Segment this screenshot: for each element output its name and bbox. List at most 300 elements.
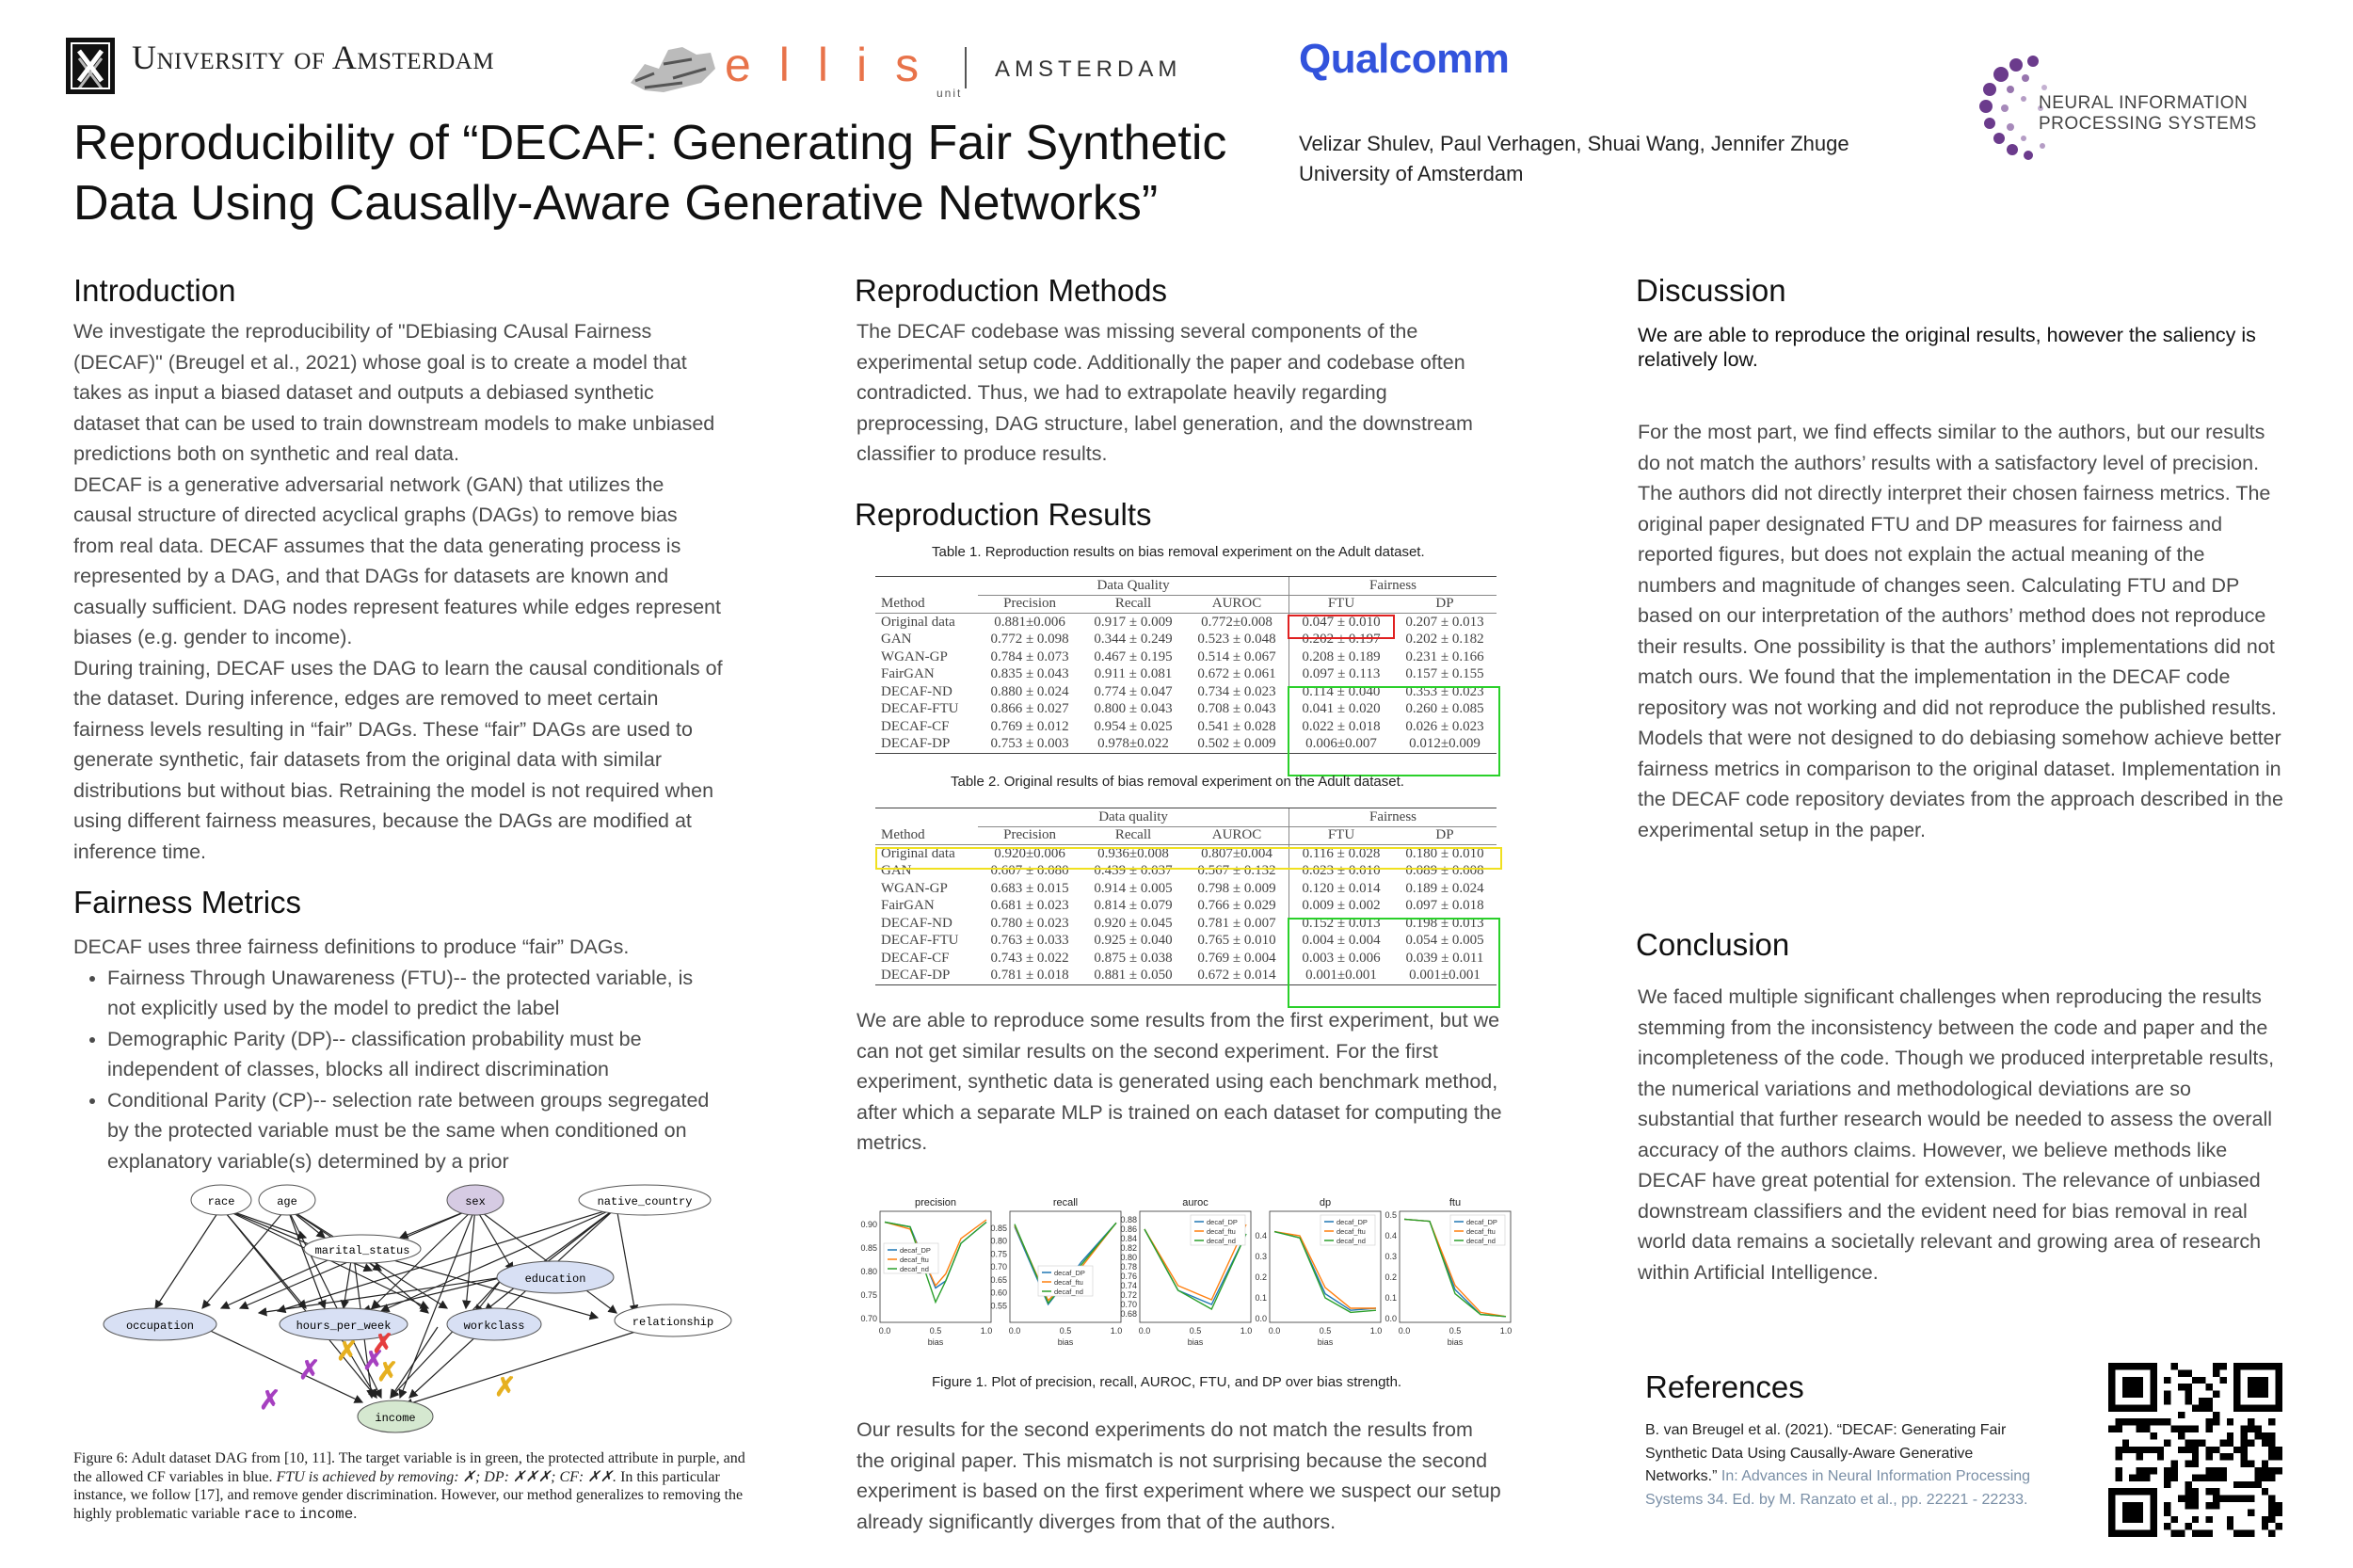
- fairness-list: [73, 963, 723, 1177]
- qr-module: [2219, 1467, 2226, 1474]
- qr-module: [2192, 1461, 2199, 1467]
- plot-title-ftu: ftu: [1449, 1197, 1462, 1208]
- table1-cell: 0.353 ± 0.023: [1405, 683, 1484, 699]
- plot-ytick: 0.84: [1120, 1234, 1137, 1243]
- table1-cell: 0.954 ± 0.025: [1094, 718, 1173, 734]
- qr-module: [2192, 1496, 2199, 1502]
- conclusion-body: We faced multiple significant challenges when reproducing the results stemming from the inconsistency between the code and paper and the incompleteness of the code. Though we produced interpretable results, the numerical variations and methodological deviations are so substantial that further research would be needed to assess the overall accuracy of the authors claims. However, we believe methods like DECAF have great potential for extension. The relevance of unbiased downstream classifiers and the evident need for bias removal in real world data remains a societally relevant and growing area of research within Artificial Intelligence.: [1638, 985, 2275, 1284]
- dag-label-income: income: [375, 1412, 416, 1425]
- qr-module: [2268, 1453, 2275, 1460]
- plot-ytick: 0.82: [1120, 1243, 1137, 1253]
- dag-caption-code-race: race: [243, 1505, 280, 1523]
- table1-cell: DECAF-ND: [881, 683, 952, 699]
- table2-cell: 0.769 ± 0.004: [1197, 950, 1276, 966]
- plot-legend-label: decaf_nd: [1207, 1237, 1236, 1245]
- plot-xtick: 1.0: [1240, 1326, 1253, 1336]
- qr-module: [2268, 1439, 2275, 1446]
- qr-module: [2164, 1391, 2170, 1398]
- dag-label-sex: sex: [465, 1195, 486, 1208]
- qr-module: [2206, 1418, 2213, 1425]
- plot-ytick: 0.2: [1385, 1272, 1397, 1282]
- table2-cell: 0.765 ± 0.010: [1197, 933, 1276, 949]
- qr-module: [2137, 1426, 2143, 1432]
- qr-module: [2241, 1426, 2248, 1432]
- table1-cell: 0.881±0.006: [994, 614, 1065, 630]
- title-line-2: Data Using Causally-Aware Generative Networks”: [73, 176, 1159, 231]
- qr-module: [2171, 1461, 2178, 1467]
- table1-header-auroc: AUROC: [1211, 596, 1262, 612]
- plot-ytick: 0.74: [1120, 1281, 1137, 1290]
- table1-cell: 0.866 ± 0.027: [990, 701, 1069, 717]
- table2-cell: 0.672 ± 0.014: [1197, 968, 1276, 984]
- qr-module: [2185, 1496, 2191, 1502]
- table1-cell: 0.502 ± 0.009: [1197, 736, 1276, 752]
- plot-legend-label: decaf_ftu: [900, 1256, 929, 1264]
- affiliation: University of Amsterdam: [1299, 162, 1524, 185]
- qr-module: [2248, 1461, 2254, 1467]
- table1-group-fairness: Fairness: [1289, 577, 1497, 595]
- table2-highlight-green: [1288, 918, 1500, 1008]
- qr-module: [2192, 1377, 2199, 1384]
- qr-module: [2248, 1509, 2254, 1515]
- table1-cell: 0.978±0.022: [1097, 736, 1169, 752]
- qr-module: [2241, 1432, 2248, 1439]
- plot-ytick: 0.68: [1120, 1309, 1137, 1319]
- qr-module: [2248, 1530, 2254, 1537]
- table2-cell: 0.920±0.006: [994, 845, 1065, 861]
- table1-cell: DECAF-FTU: [881, 701, 959, 717]
- plot-title-auroc: auroc: [1182, 1197, 1209, 1208]
- qr-module: [2199, 1398, 2205, 1404]
- table2-cell: DECAF-ND: [881, 915, 952, 931]
- table1-header-precision: Precision: [1003, 596, 1056, 612]
- table1-cell: 0.344 ± 0.249: [1094, 632, 1173, 648]
- table1-cell: 0.047 ± 0.010: [1289, 614, 1394, 632]
- reference-main: B. van Breugel et al. (2021). “DECAF: Generating Fair Synthetic Data Using Causally-Aware Generative Networks.”: [1645, 1422, 2007, 1484]
- qr-module: [2143, 1467, 2150, 1474]
- dag-caption: [73, 1449, 760, 1524]
- ellis-map-icon: [626, 36, 720, 102]
- table2-cell: 0.023 ± 0.010: [1289, 863, 1394, 881]
- table1-cell: 0.708 ± 0.043: [1197, 701, 1276, 717]
- plot-xlabel-recall: bias: [1057, 1337, 1074, 1347]
- qr-module: [2206, 1426, 2213, 1432]
- conclusion-heading: Conclusion: [1636, 927, 1790, 962]
- qr-module: [2233, 1496, 2240, 1502]
- qr-module: [2276, 1509, 2282, 1515]
- qr-module: [2227, 1496, 2233, 1502]
- removal-mark-yellow-3: ✗: [494, 1372, 517, 1401]
- qr-module: [2178, 1530, 2185, 1537]
- discussion-lead: We are able to reproduce the original results, however the saliency is relatively low.: [1638, 324, 2256, 371]
- plot-title-recall: recall: [1052, 1197, 1079, 1208]
- qr-module: [2192, 1474, 2199, 1480]
- qr-module: [2164, 1418, 2170, 1425]
- qr-module: [2241, 1447, 2248, 1453]
- qr-module: [2219, 1496, 2226, 1502]
- qr-module: [2206, 1384, 2213, 1390]
- qr-module: [2199, 1404, 2205, 1411]
- dag-caption-label: Figure 6:: [73, 1450, 129, 1466]
- plot-ytick: 0.3: [1385, 1252, 1397, 1261]
- plot-ytick: 0.80: [990, 1236, 1007, 1246]
- intro-paragraph-3: During training, DECAF uses the DAG to learn the causal conditionals of the dataset. During inference, edges are removed to meet certain fairness levels resulting in “fair” DAGs. These “fair” DAGs are used to generate synthetic, fair datasets from the original data with similar distributions but without bias. Retraining the model is not required when using different fairness measures, because the DAGs are modified at inference time.: [73, 656, 723, 863]
- plot-legend-label: decaf_nd: [1054, 1288, 1083, 1296]
- table2-cell: Original data: [881, 845, 955, 861]
- plot-xlabel-auroc: bias: [1187, 1337, 1204, 1347]
- methods-body: The DECAF codebase was missing several components of the experimental setup code. Additionally the paper and codebase often contradicted. Thus, we had to extrapolate heavily regarding preprocessing, DAG structure, label generation, and the downstream classifier to produce results.: [856, 320, 1473, 465]
- qr-finder-core: [2248, 1377, 2268, 1398]
- table2-cell: 0.001±0.001: [1289, 968, 1394, 985]
- plot-legend-label: decaf_DP: [1207, 1218, 1238, 1226]
- qr-module: [2178, 1447, 2185, 1453]
- qr-module: [2248, 1439, 2254, 1446]
- qr-module: [2213, 1447, 2219, 1453]
- qr-module: [2185, 1391, 2191, 1398]
- qr-module: [2129, 1447, 2136, 1453]
- plot-ytick: 0.1: [1385, 1293, 1397, 1303]
- qr-module: [2233, 1530, 2240, 1537]
- ellis-city: AMSTERDAM: [995, 56, 1182, 82]
- table1-highlight-green: [1288, 686, 1500, 776]
- introduction-heading: Introduction: [73, 273, 236, 308]
- table1-header-ftu: FTU: [1289, 595, 1394, 614]
- qr-module: [2213, 1369, 2219, 1376]
- qr-module: [2248, 1496, 2254, 1502]
- plot-xlabel-dp: bias: [1317, 1337, 1334, 1347]
- intro-paragraph-2: DECAF is a generative adversarial network (GAN) that utilizes the causal structure of directed acyclical graphs (DAGs) to remove bias from real data. DECAF assumes that the data generating process is represented by a DAG, and that DAGs for datasets are known and casually sufficient. DAG nodes represent features while edges represent biases (e.g. gender to income).: [73, 472, 721, 648]
- poster-title: [73, 113, 1226, 233]
- table2-cell: 0.089 ± 0.008: [1405, 863, 1484, 879]
- plot-ytick: 0.3: [1255, 1252, 1267, 1261]
- table2-caption: Table 2. Original results of bias removal experiment on the Adult dataset.: [951, 774, 1404, 790]
- table1-cell: DECAF-DP: [881, 736, 951, 752]
- qr-module: [2199, 1474, 2205, 1480]
- plot-legend-label: decaf_nd: [1337, 1237, 1366, 1245]
- qr-module: [2115, 1467, 2121, 1474]
- plot-ytick: 0.90: [860, 1220, 877, 1229]
- qr-module: [2192, 1530, 2199, 1537]
- qr-module: [2137, 1453, 2143, 1460]
- qr-module: [2178, 1496, 2185, 1502]
- table2-cell: DECAF-FTU: [881, 933, 959, 949]
- qr-module: [2213, 1418, 2219, 1425]
- qr-module: [2171, 1426, 2178, 1432]
- qr-module: [2213, 1496, 2219, 1502]
- table2-cell: 0.004 ± 0.004: [1289, 933, 1394, 951]
- plot-ytick: 0.86: [1120, 1224, 1137, 1234]
- title-line-1: Reproducibility of “DECAF: Generating Fair Synthetic: [73, 116, 1227, 170]
- removal-mark-purple-2: ✗: [298, 1355, 321, 1384]
- qr-module: [2206, 1502, 2213, 1509]
- qr-module: [2185, 1481, 2191, 1488]
- reference-source: In: Advances in Neural Information Processing Systems 34. Ed. by M. Ranzato et al., pp. 22221 - 22233.: [1645, 1468, 2031, 1508]
- table2-cell: 0.936±0.008: [1097, 845, 1169, 861]
- table1-cell: 0.041 ± 0.020: [1289, 701, 1394, 719]
- table1-cell: WGAN-GP: [881, 648, 948, 664]
- qr-module: [2137, 1467, 2143, 1474]
- table1-cell: FairGAN: [881, 666, 935, 682]
- table1-cell: 0.541 ± 0.028: [1197, 718, 1276, 734]
- table2-header-auroc: AUROC: [1211, 827, 1262, 843]
- qr-module: [2164, 1481, 2170, 1488]
- qr-module: [2254, 1432, 2261, 1439]
- table1-cell: 0.026 ± 0.023: [1405, 718, 1484, 734]
- qr-module: [2143, 1447, 2150, 1453]
- dag-caption-to: to: [283, 1505, 296, 1522]
- uva-logo: [66, 38, 115, 94]
- qr-module: [2227, 1418, 2233, 1425]
- qr-module: [2122, 1439, 2129, 1446]
- table2-cell: WGAN-GP: [881, 880, 948, 896]
- plot-ytick: 0.76: [1120, 1272, 1137, 1281]
- table1-cell: 0.835 ± 0.043: [990, 666, 1069, 682]
- uva-name: University of Amsterdam: [132, 39, 495, 76]
- table2-cell: 0.925 ± 0.040: [1094, 933, 1173, 949]
- qr-module: [2206, 1530, 2213, 1537]
- plot-title-dp: dp: [1319, 1197, 1332, 1208]
- qr-module: [2248, 1418, 2254, 1425]
- dag-label-relationship: relationship: [632, 1316, 714, 1329]
- table2-cell: 0.152 ± 0.013: [1289, 915, 1394, 933]
- qr-module: [2262, 1523, 2268, 1529]
- qr-module: [2199, 1439, 2205, 1446]
- dag-caption-end: .: [353, 1505, 358, 1522]
- ellis-word: ellis: [725, 39, 948, 91]
- table1-cell: 0.774 ± 0.047: [1094, 683, 1173, 699]
- table1-cell: 0.260 ± 0.085: [1405, 701, 1484, 717]
- plot-ytick: 0.70: [860, 1314, 877, 1323]
- dag-label-native-country: native_country: [597, 1195, 693, 1208]
- qr-module: [2206, 1447, 2213, 1453]
- table2-cell: 0.189 ± 0.024: [1405, 880, 1484, 896]
- qr-module: [2157, 1453, 2164, 1460]
- table1-cell: 0.514 ± 0.067: [1197, 648, 1276, 664]
- qr-finder-core: [2122, 1502, 2143, 1523]
- plot-ytick: 0.55: [990, 1301, 1007, 1311]
- qr-module: [2268, 1432, 2275, 1439]
- table1-cell: 0.097 ± 0.113: [1289, 666, 1394, 684]
- qr-module: [2143, 1474, 2150, 1480]
- plot-legend-label: decaf_DP: [1337, 1218, 1368, 1226]
- qr-module: [2268, 1509, 2275, 1515]
- qr-module: [2115, 1418, 2121, 1425]
- qr-module: [2178, 1384, 2185, 1390]
- qr-module: [2171, 1530, 2178, 1537]
- dag-label-workclass: workclass: [463, 1320, 525, 1333]
- qr-module: [2143, 1418, 2150, 1425]
- removal-mark-purple-1: ✗: [259, 1385, 281, 1415]
- plot-xtick: 0.5: [1319, 1326, 1332, 1336]
- qr-module: [2129, 1418, 2136, 1425]
- dag-caption-italic: FTU is achieved by removing: ✗; DP: ✗✗✗; CF: ✗✗.: [276, 1468, 617, 1485]
- neurips-logo: [1977, 52, 2287, 174]
- qr-module: [2185, 1426, 2191, 1432]
- dag-label-hours-per-week: hours_per_week: [296, 1320, 392, 1333]
- plot-ytick: 0.60: [990, 1288, 1007, 1298]
- qr-module: [2137, 1418, 2143, 1425]
- qr-module: [2262, 1461, 2268, 1467]
- qr-module: [2115, 1447, 2121, 1453]
- table2-cell: 0.763 ± 0.033: [990, 933, 1069, 949]
- qr-module: [2262, 1516, 2268, 1523]
- qr-module: [2178, 1369, 2185, 1376]
- plot-legend-label: decaf_ftu: [1054, 1278, 1083, 1287]
- plot-legend-label: decaf_DP: [1054, 1269, 1085, 1277]
- table2-cell: 0.003 ± 0.006: [1289, 950, 1394, 968]
- qr-module: [2115, 1453, 2121, 1460]
- neurips-line1: NEURAL INFORMATION: [2039, 93, 2249, 113]
- qr-code[interactable]: [2108, 1363, 2282, 1537]
- plot-ytick: 0.65: [990, 1274, 1007, 1285]
- qr-module: [2219, 1439, 2226, 1446]
- table2: [875, 808, 1497, 985]
- plot-ytick: 0.75: [990, 1249, 1007, 1259]
- figure1-caption: Figure 1. Plot of precision, recall, AUROC, FTU, and DP over bias strength.: [932, 1374, 1402, 1390]
- qr-module: [2164, 1474, 2170, 1480]
- plot-ytick: 0.70: [990, 1262, 1007, 1272]
- table1-cell: 0.114 ± 0.040: [1289, 683, 1394, 701]
- qr-module: [2276, 1453, 2282, 1460]
- table1-cell: 0.734 ± 0.023: [1197, 683, 1276, 699]
- qr-module: [2248, 1481, 2254, 1488]
- table1-cell: 0.022 ± 0.018: [1289, 718, 1394, 736]
- qr-finder-core: [2122, 1377, 2143, 1398]
- qr-module: [2254, 1481, 2261, 1488]
- introduction-body: [73, 316, 723, 867]
- table2-cell: 0.116 ± 0.028: [1289, 845, 1394, 863]
- plot-legend-label: decaf_ftu: [1466, 1227, 1496, 1236]
- table1-caption: Table 1. Reproduction results on bias removal experiment on the Adult dataset.: [932, 544, 1425, 560]
- table2-cell: DECAF-DP: [881, 968, 951, 984]
- qr-module: [2164, 1502, 2170, 1509]
- removal-mark-yellow-1: ✗: [336, 1336, 359, 1366]
- table2-cell: 0.914 ± 0.005: [1094, 880, 1173, 896]
- uva-crest-icon: [66, 38, 115, 94]
- table1-cell: 0.772 ± 0.098: [990, 632, 1069, 648]
- table1-header-recall: Recall: [1114, 596, 1152, 612]
- qr-module: [2171, 1363, 2178, 1369]
- neurips-line2: PROCESSING SYSTEMS: [2039, 114, 2257, 134]
- table2-cell: 0.798 ± 0.009: [1197, 880, 1276, 896]
- qr-module: [2262, 1474, 2268, 1480]
- bias-plots-svg: [852, 1191, 1511, 1355]
- table2-cell: 0.807±0.004: [1201, 845, 1273, 861]
- qr-module: [2122, 1447, 2129, 1453]
- qr-module: [2213, 1488, 2219, 1495]
- table1-row: [875, 614, 1497, 632]
- bias-plots: [852, 1191, 1511, 1355]
- table1-cell: GAN: [881, 632, 912, 648]
- table1-cell: Original data: [881, 614, 955, 630]
- plot-ytick: 0.80: [860, 1267, 877, 1276]
- table1-cell: 0.672 ± 0.061: [1197, 666, 1276, 682]
- qr-module: [2206, 1488, 2213, 1495]
- table1-cell: 0.769 ± 0.012: [990, 718, 1069, 734]
- table2-cell: FairGAN: [881, 898, 935, 914]
- qr-module: [2262, 1467, 2268, 1474]
- plot-xtick: 0.5: [1059, 1326, 1072, 1336]
- plot-ytick: 0.80: [1120, 1253, 1137, 1262]
- qr-module: [2150, 1432, 2156, 1439]
- qr-module: [2227, 1453, 2233, 1460]
- table1-cell: 0.202 ± 0.182: [1405, 632, 1484, 648]
- table2-highlight-yellow: [875, 847, 1502, 870]
- qr-module: [2150, 1447, 2156, 1453]
- table1-highlight-red: [1288, 615, 1395, 639]
- qr-module: [2213, 1412, 2219, 1418]
- qr-module: [2206, 1516, 2213, 1523]
- dag-label-occupation: occupation: [125, 1320, 195, 1333]
- qr-module: [2192, 1439, 2199, 1446]
- fairness-bullet-cp: • Conditional Parity (CP)-- selection rate between groups segregated by the protected variable must be the same when conditioned on explanatory variable(s) determined by a prior: [107, 1085, 723, 1177]
- plot-ytick: 0.85: [990, 1223, 1007, 1233]
- plot-xtick: 1.0: [1369, 1326, 1383, 1336]
- table2-cell: GAN: [881, 863, 912, 879]
- fairness-body: [73, 932, 723, 1176]
- plot-xtick: 0.5: [1449, 1326, 1462, 1336]
- table1-row: [875, 632, 1497, 649]
- qr-module: [2241, 1481, 2248, 1488]
- plot-legend-label: decaf_DP: [1466, 1218, 1497, 1226]
- qr-module: [2185, 1369, 2191, 1376]
- ellis-divider: [965, 47, 967, 88]
- table1-cell: 0.772±0.008: [1201, 614, 1273, 630]
- qr-module: [2178, 1412, 2185, 1418]
- table2-cell: 0.781 ± 0.018: [990, 968, 1069, 984]
- results-text-2: Our results for the second experiments do not match the results from the original paper. This mismatch is not surprising because the second experiment is based on the first experiment where we suspect our setup already significantly diverges from that of the authors.: [856, 1418, 1501, 1533]
- plot-ytick: 0.4: [1255, 1231, 1267, 1240]
- qr-module: [2227, 1439, 2233, 1446]
- table1-cell: 0.917 ± 0.009: [1094, 614, 1173, 630]
- qr-module: [2137, 1447, 2143, 1453]
- qr-module: [2192, 1516, 2199, 1523]
- table2-row: [875, 898, 1497, 916]
- qr-module: [2122, 1418, 2129, 1425]
- table2-cell: 0.439 ± 0.037: [1094, 863, 1173, 879]
- table2-cell: 0.681 ± 0.023: [990, 898, 1069, 914]
- plot-xlabel-precision: bias: [927, 1337, 944, 1347]
- table1-cell: 0.006±0.007: [1289, 736, 1394, 754]
- plot-xtick: 0.5: [929, 1326, 942, 1336]
- qr-module: [2115, 1426, 2121, 1432]
- qr-module: [2254, 1426, 2261, 1432]
- table1-row: [875, 648, 1497, 666]
- qr-module: [2213, 1363, 2219, 1369]
- plot-legend-label: decaf_nd: [1466, 1237, 1496, 1245]
- table2-cell: 0.607 ± 0.080: [990, 863, 1069, 879]
- intro-paragraph-1: We investigate the reproducibility of "DEbiasing CAusal Fairness (DECAF)" (Breugel et al., 2021) whose goal is to create a model that takes as input a biased dataset and outputs a debiased synthetic dataset that can be used to train downstream models to make unbiased predictions both on synthetic and real data.: [73, 320, 715, 465]
- qr-module: [2254, 1467, 2261, 1474]
- qr-module: [2227, 1523, 2233, 1529]
- plot-ytick: 0.4: [1385, 1231, 1397, 1240]
- qr-module: [2164, 1509, 2170, 1515]
- qr-module: [2178, 1432, 2185, 1439]
- table2-header-dp: DP: [1435, 827, 1454, 843]
- table1-cell: 0.202 ± 0.197: [1289, 632, 1394, 649]
- dag-graph: [89, 1181, 748, 1445]
- qr-module: [2164, 1523, 2170, 1529]
- table2-cell: DECAF-CF: [881, 950, 950, 966]
- plot-xtick: 0.5: [1189, 1326, 1202, 1336]
- table2-cell: 0.766 ± 0.029: [1197, 898, 1276, 914]
- discussion-body: For the most part, we find effects similar to the authors, but our results do not match the authors’ results with a satisfactory level of precision. The authors did not directly interpret their chosen fairness metrics. The original paper designated FTU and DP measures for fairness and reported figures, but does not explain the actual meaning of the numbers and magnitude of changes seen. Calculating FTU and DP based on our interpretation of the authors’ method does not reproduce their results. One possibility is that the authors’ implementations did not match ours. We found that the implementation in the DECAF code repository was not working and did not reproduce the published results. Models that were not designed to do debiasing somehow achieve better fairness metrics in comparison to the original dataset. Implementation in the DECAF code repository deviates from the approach described in the experimental setup in the paper.: [1638, 421, 2283, 841]
- qr-module: [2192, 1488, 2199, 1495]
- references-heading: References: [1645, 1369, 1804, 1404]
- plot-xtick: 1.0: [980, 1326, 993, 1336]
- dag-label-age: age: [277, 1195, 297, 1208]
- removal-mark-red: ✗: [372, 1329, 394, 1358]
